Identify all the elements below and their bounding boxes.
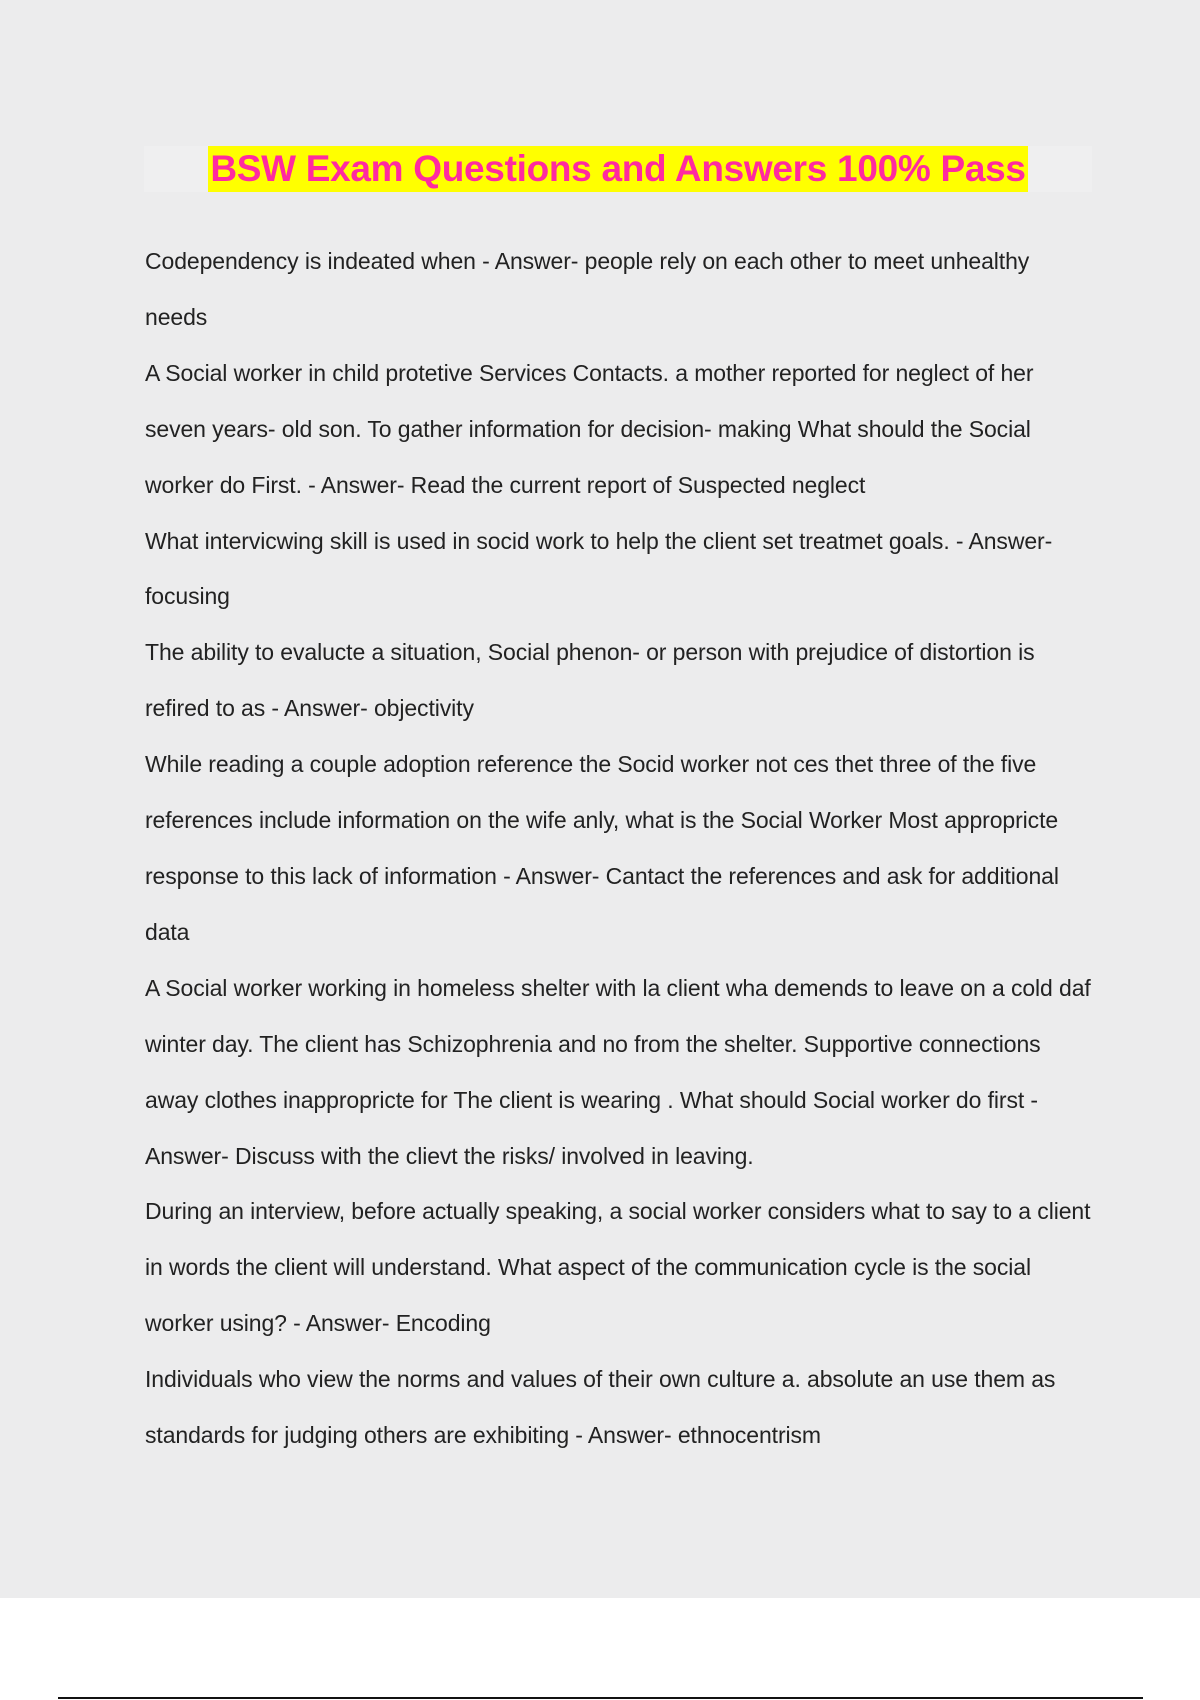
qa-item: Individuals who view the norms and values of their own culture a. absolute an use them as standards for judging others are exhibiting - Answer- ethnocentrism <box>145 1366 1056 1449</box>
qa-item: The ability to evalucte a situation, Social phenon- or person with prejudice of distortion is refired to as - Answer- objectivity <box>145 639 1035 722</box>
qa-item: Codependency is indeated when - Answer- people rely on each other to meet unhealthy needs <box>145 248 1030 330</box>
qa-item: A Social worker in child protetive Services Contacts. a mother reported for neglect of her seven years- old son. To gather information for decision- making What should the Social worker do First. - Answer- Read the current report of Suspected neglect <box>145 359 1034 498</box>
title-band <box>144 146 1092 192</box>
qa-item: A Social worker working in homeless shelter with la client wha demends to leave on a cold daf winter day. The client has Schizophrenia and no from the shelter. Supportive connections away clothes inappropricte for The client is wearing . What should Social worker do first - Answer- Discuss with the clievt the risks/ involved in leaving. <box>145 974 1091 1169</box>
page-title: BSW Exam Questions and Answers 100% Pass <box>208 146 1027 192</box>
qa-item: What intervicwing skill is used in socid work to help the client set treatmet goals. - Answer- focusing <box>145 527 1053 610</box>
footer-divider <box>58 1697 1143 1699</box>
qa-item: During an interview, before actually speaking, a social worker considers what to say to a client in words the client will understand. What aspect of the communication cycle is the social worker using? - Answer- Encoding <box>145 1198 1091 1337</box>
qa-item: While reading a couple adoption reference the Socid worker not ces thet three of the five references include information on the wife anly, what is the Social Worker Most appropricte response to this lack of information - Answer- Cantact the references and ask for additional data <box>145 751 1059 945</box>
qa-list <box>145 234 1095 1464</box>
